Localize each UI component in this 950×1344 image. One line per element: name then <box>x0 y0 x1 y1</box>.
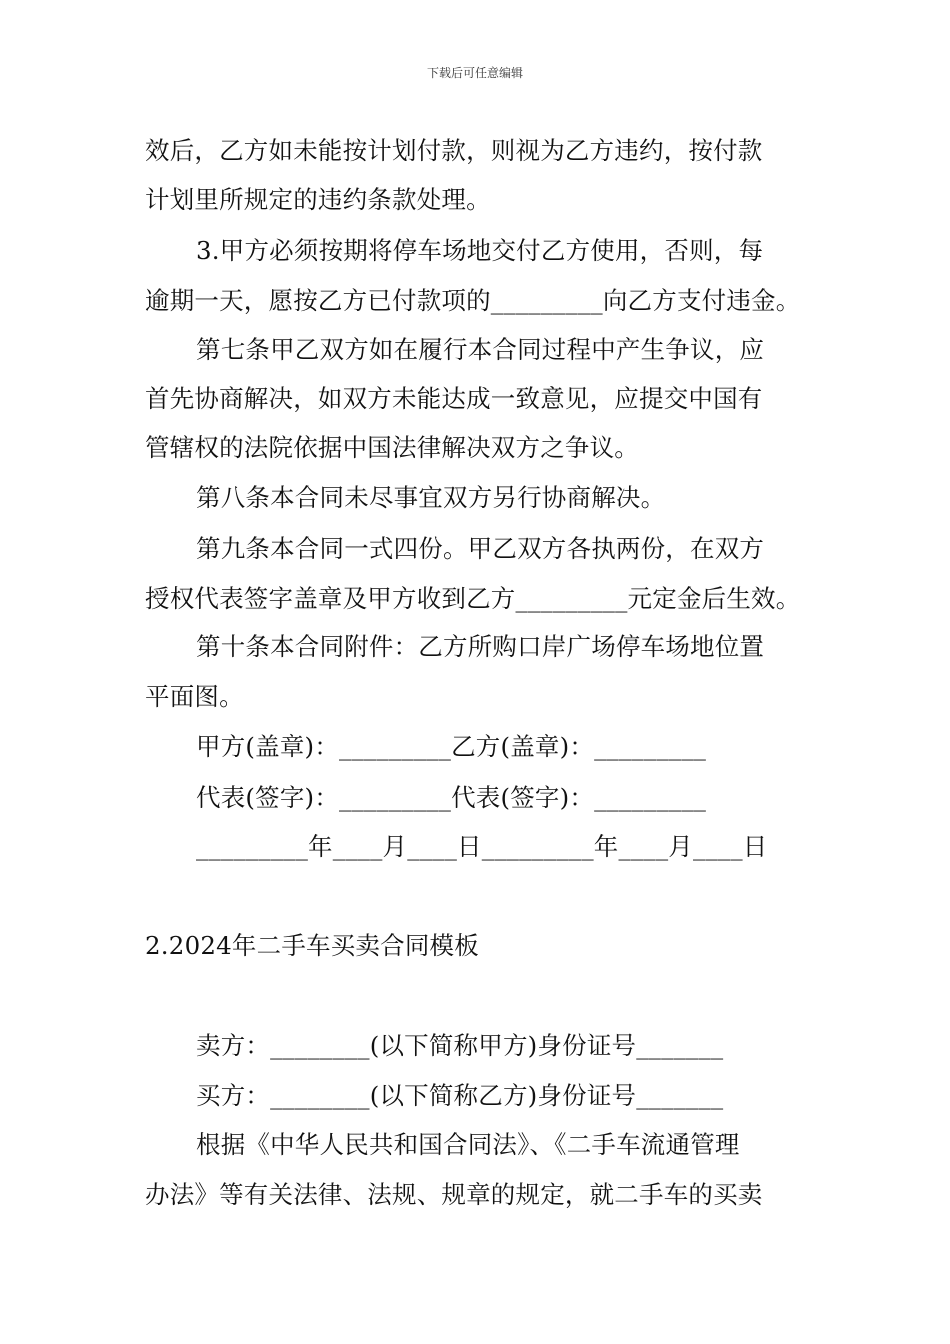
text-line: 根据《中华人民共和国合同法》、《二手车流通管理 <box>196 1130 740 1159</box>
text-line: 管辖权的法院依据中国法律解决双方之争议。 <box>145 433 639 462</box>
text-line: 第十条本合同附件：乙方所购口岸广场停车场地位置 <box>196 632 765 661</box>
text-line: 计划里所规定的违约条款处理。 <box>145 185 491 214</box>
text-line: 第九条本合同一式四份。甲乙双方各执两份，在双方 <box>196 534 765 563</box>
text-line: 3.甲方必须按期将停车场地交付乙方使用，否则，每 <box>196 236 764 265</box>
text-line: 逾期一天，愿按乙方已付款项的_________向乙方支付违金。 <box>145 286 801 315</box>
text-line: 平面图。 <box>145 682 244 711</box>
page-header: 下载后可任意编辑 <box>426 66 523 80</box>
text-line: 卖方：________(以下简称甲方)身份证号_______ <box>196 1031 724 1060</box>
text-line: 办法》等有关法律、法规、规章的规定，就二手车的买卖 <box>145 1180 763 1209</box>
text-line: 授权代表签字盖章及甲方收到乙方_________元定金后生效。 <box>145 584 801 613</box>
text-line: 效后，乙方如未能按计划付款，则视为乙方违约，按付款 <box>145 136 763 165</box>
text-line: 第八条本合同未尽事宜双方另行协商解决。 <box>196 483 666 512</box>
text-line: 买方：________(以下简称乙方)身份证号_______ <box>196 1081 724 1110</box>
date-line: _________年____月____日_________年____月____日 <box>196 832 768 861</box>
signature-line: 甲方(盖章)：_________乙方(盖章)：_________ <box>196 732 707 761</box>
signature-line: 代表(签字)：_________代表(签字)：_________ <box>196 783 707 812</box>
text-line: 第七条甲乙双方如在履行本合同过程中产生争议，应 <box>196 335 765 364</box>
text-line: 首先协商解决，如双方未能达成一致意见，应提交中国有 <box>145 384 763 413</box>
section-title: 2.2024年二手车买卖合同模板 <box>145 931 479 960</box>
